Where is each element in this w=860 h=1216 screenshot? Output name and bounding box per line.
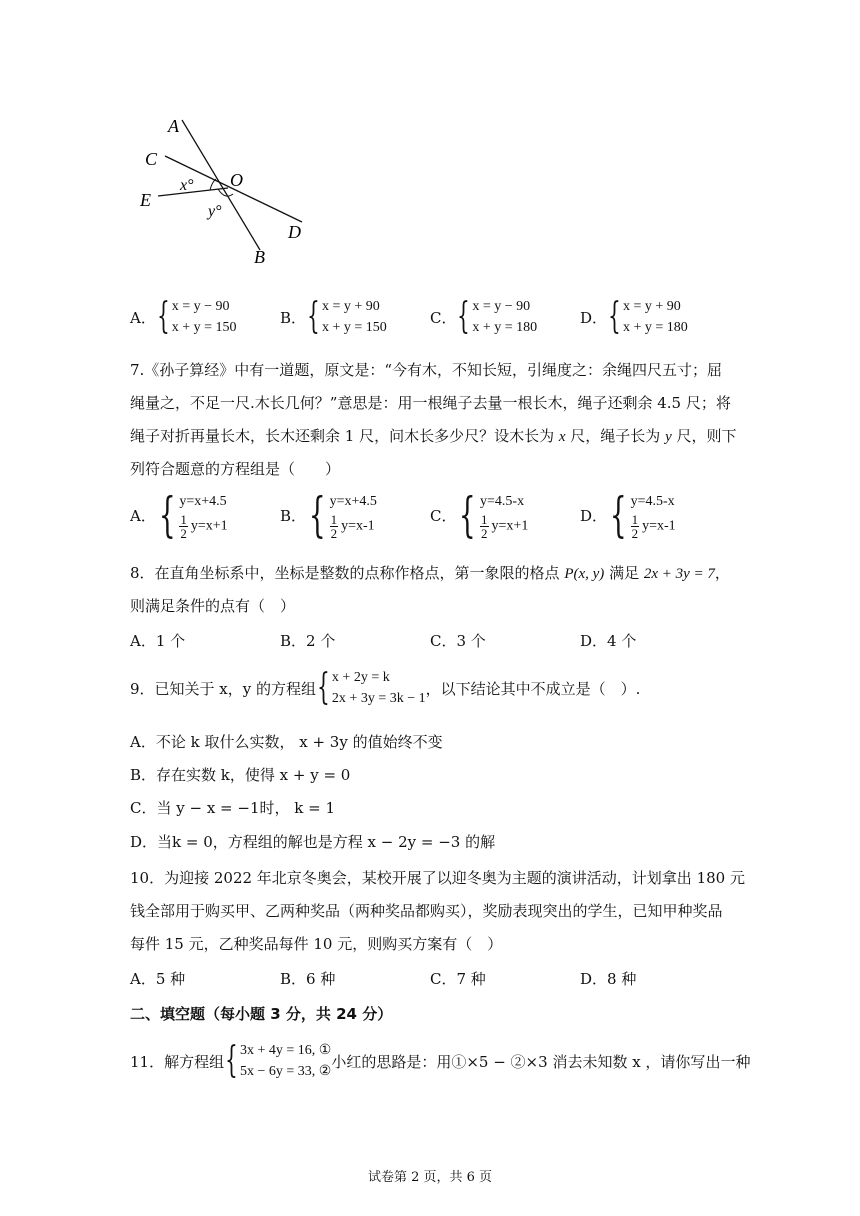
q8-equation: 2x + 3y = 7: [643, 566, 715, 582]
q9-option-c: C．当 y − x = −1时， k = 1: [130, 799, 336, 817]
denominator: 2: [180, 526, 187, 541]
label-O: O: [230, 170, 243, 190]
q8-line-2: 则满足条件的点有（ ）: [130, 597, 296, 615]
denominator: 2: [631, 526, 639, 541]
q7-option-a: [130, 487, 228, 543]
q7-option-b: [280, 487, 377, 543]
q10-line-2: 钱全部用于购买甲、乙两种奖品（两种奖品都购买），奖励表现突出的学生，已知甲种奖品: [130, 902, 723, 920]
q7-option-d: [580, 487, 676, 543]
section-2-title: 二、填空题（每小题 3 分，共 24 分）: [130, 1005, 393, 1023]
brace-icon: {: [609, 487, 627, 543]
q7-text: 尺，则下: [671, 427, 737, 445]
page-footer: 试卷第 2 页，共 6 页: [367, 1170, 493, 1185]
equation: x + y = 180: [472, 320, 538, 335]
angle-figure: [130, 110, 330, 280]
q11-stem: [130, 1040, 750, 1082]
equation: x = y + 90: [321, 299, 380, 314]
q10-option-d: D．8 种: [580, 970, 637, 988]
brace-icon: {: [317, 667, 330, 708]
denominator: 2: [330, 526, 338, 541]
equation: x + y = 150: [171, 320, 237, 335]
q9-option-a: A．不论 k 取什么实数， x + 3y 的值始终不变: [130, 733, 443, 751]
brace-icon: {: [307, 296, 320, 337]
equation: [179, 513, 227, 540]
q7-line-2: 绳量之，不足一尺.木长几何？”意思是：用一根绳子去量一根长木，绳子还剩余 4.5 尺；将: [130, 394, 731, 412]
q10-line-1: 10．为迎接 2022 年北京冬奥会，某校开展了以迎冬奥为主题的演讲活动，计划拿出 180 元: [130, 869, 745, 887]
numerator: 1: [631, 512, 639, 527]
q9-stem: [130, 667, 640, 709]
option-letter: D．: [580, 506, 608, 525]
q11-text: 小红的思路是：用①×5 − ②×3 消去未知数 x ，请你写出一种: [331, 1052, 751, 1071]
q10-option-a: A．5 种: [130, 970, 186, 988]
q9-option-d: D．当k = 0，方程组的解也是方程 x − 2y = −3 的解: [130, 833, 496, 851]
q10-option-c: C．7 种: [430, 970, 486, 988]
q10-option-b: B．6 种: [280, 970, 336, 988]
q9-option-b: B．存在实数 k，使得 x + y = 0: [130, 766, 351, 784]
q9-text: ，以下结论其中不成立是（ ）.: [425, 679, 641, 698]
label-x-angle: x°: [180, 177, 194, 194]
equation: [330, 513, 377, 540]
brace-icon: {: [158, 487, 176, 543]
q8-text: 满足: [604, 564, 644, 582]
numerator: 1: [330, 512, 338, 527]
q6-option-d: [580, 296, 688, 338]
var-y: y: [665, 429, 672, 445]
brace-icon: {: [457, 296, 471, 337]
q8-option-c: C．3 个: [430, 632, 486, 650]
option-letter: C．: [430, 308, 457, 327]
numerator: 1: [481, 512, 488, 527]
equation-rest: y=x+1: [491, 518, 529, 534]
q7-text: 尺，绳子长为: [565, 427, 666, 445]
label-A: A: [168, 116, 179, 136]
equation: 5x − 6y = 33, ②: [240, 1064, 332, 1079]
label-C: C: [145, 149, 158, 169]
q7-line-3: [130, 426, 737, 447]
q8-option-b: B．2 个: [280, 632, 336, 650]
q8-option-a: A．1 个: [130, 632, 186, 650]
equation: 2x + 3y = 3k − 1: [331, 691, 426, 706]
brace-icon: {: [308, 487, 326, 543]
equation: y=4.5-x: [480, 494, 525, 509]
q11-text: 11．解方程组: [130, 1052, 225, 1071]
brace-icon: {: [608, 296, 621, 337]
equation: y=4.5-x: [630, 494, 675, 509]
numerator: 1: [180, 512, 187, 527]
q6-option-c: [430, 296, 537, 338]
fraction: [179, 513, 188, 540]
equation-rest: y=x-1: [642, 518, 676, 534]
equation-rest: y=x-1: [341, 518, 375, 534]
q10-line-3: 每件 15 元，乙种奖品每件 10 元，则购买方案有（ ）: [130, 935, 503, 953]
equation: x = y − 90: [472, 299, 531, 314]
label-D: D: [288, 222, 301, 242]
option-letter: B．: [280, 308, 307, 327]
option-letter: D．: [580, 308, 608, 327]
q8-line-1: [130, 563, 730, 584]
q9-text: 9．已知关于 x，y 的方程组: [130, 679, 317, 698]
brace-icon: {: [225, 1040, 238, 1081]
equation: x + y = 150: [321, 320, 387, 335]
line-AB: [182, 120, 260, 250]
var-x: x: [558, 429, 566, 445]
option-letter: B．: [280, 506, 307, 525]
equation: x = y + 90: [622, 299, 681, 314]
q7-line-1: 7.《孙子算经》中有一道题，原文是：“今有木，不知长短，引绳度之：余绳四尺五寸；屈: [130, 361, 722, 379]
q8-option-d: D．4 个: [580, 632, 637, 650]
fraction: [480, 513, 489, 540]
equation: x + 2y = k: [331, 670, 390, 685]
denominator: 2: [481, 526, 488, 541]
q7-option-c: [430, 487, 529, 543]
equation: x + y = 180: [622, 320, 688, 335]
equation: [480, 513, 528, 540]
equation: x = y − 90: [171, 299, 230, 314]
point-p: P(x, y): [564, 566, 605, 582]
option-letter: A．: [130, 506, 156, 525]
q7-line-4: 列符合题意的方程组是（ ）: [130, 460, 341, 478]
option-letter: C．: [430, 506, 457, 525]
equation-rest: y=x+1: [190, 518, 228, 534]
q8-text: ，: [714, 564, 730, 582]
fraction: [330, 513, 339, 540]
fraction: [631, 513, 640, 540]
q6-option-a: [130, 296, 237, 338]
q7-text: 绳子对折再量长木，长木还剩余 1 尺，问木长多少尺？设木长为: [130, 427, 559, 445]
label-y-angle: y°: [208, 203, 222, 220]
q8-text: 8．在直角坐标系中，坐标是整数的点称作格点，第一象限的格点: [130, 564, 565, 582]
option-letter: A．: [130, 308, 156, 327]
label-B: B: [254, 247, 265, 267]
q6-option-b: [280, 296, 387, 338]
equation: [631, 513, 676, 540]
equation: y=x+4.5: [179, 494, 227, 509]
equation: 3x + 4y = 16, ①: [240, 1043, 332, 1058]
label-E: E: [140, 190, 151, 210]
equation: y=x+4.5: [329, 494, 377, 509]
brace-icon: {: [156, 296, 170, 337]
brace-icon: {: [459, 487, 477, 543]
